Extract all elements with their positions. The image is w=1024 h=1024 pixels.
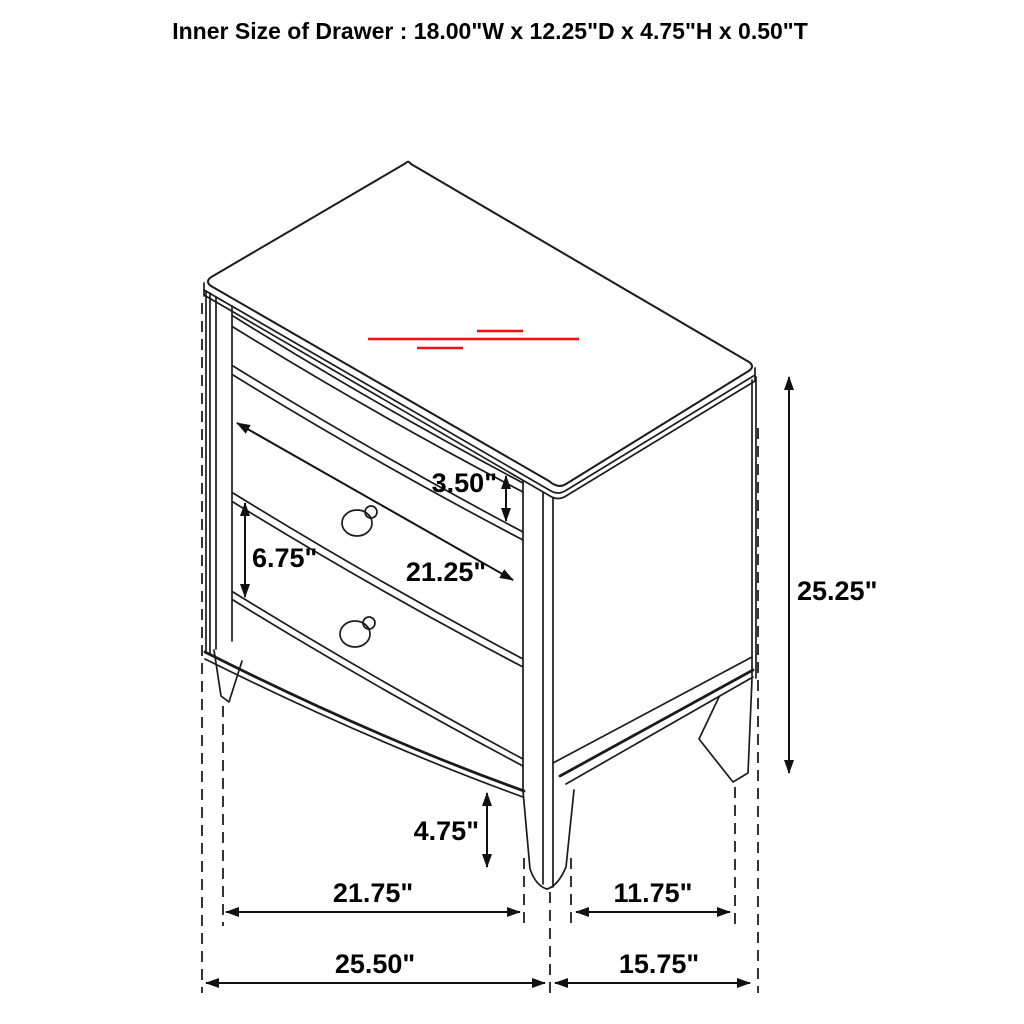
diagram-title: Inner Size of Drawer : 18.00"W x 12.25"D x 4.75"H x 0.50"T	[172, 18, 808, 44]
dim-leg-height	[414, 793, 487, 867]
dimension-annotations	[206, 377, 877, 983]
dim-label-drawer-front-height: 6.75"	[252, 543, 318, 573]
side-rail-band	[560, 670, 753, 776]
dim-overall-width	[206, 949, 545, 983]
side-rail-band-2	[566, 677, 753, 784]
dim-label-drawer-face-width: 21.25"	[405, 557, 487, 587]
dim-front-leg-span	[226, 878, 520, 912]
dim-overall-depth	[555, 949, 750, 983]
dim-label-overall-depth: 15.75"	[618, 949, 700, 979]
dim-label-overall-width: 25.50"	[334, 949, 416, 979]
side-rail-top-edge	[553, 657, 752, 763]
dim-label-overall-height: 25.25"	[797, 576, 878, 606]
dim-overall-height	[789, 377, 877, 773]
tabletop-edge-band	[204, 290, 755, 493]
drawer1-knob	[342, 506, 377, 536]
dim-label-side-leg-span: 11.75"	[613, 878, 693, 908]
shelf-front-edge	[233, 316, 523, 483]
base-rail-front	[205, 652, 524, 791]
furniture-outline	[204, 162, 756, 889]
dim-label-front-leg-span: 21.75"	[332, 878, 414, 908]
front-center-leg	[523, 790, 574, 889]
drawer2-bottom-edge-2	[233, 600, 523, 766]
dim-drawer-front-height	[245, 503, 317, 597]
dim-side-leg-span	[576, 878, 730, 912]
dim-shelf-opening-height	[432, 468, 506, 521]
drawer1-top-edge-2	[233, 375, 523, 540]
red-highlight-lines	[368, 331, 579, 348]
dim-label-shelf-opening-height: 3.50"	[431, 468, 497, 498]
drawer2-knob	[340, 617, 375, 647]
tabletop-outline	[208, 162, 752, 486]
dim-label-leg-height: 4.75"	[413, 816, 479, 846]
